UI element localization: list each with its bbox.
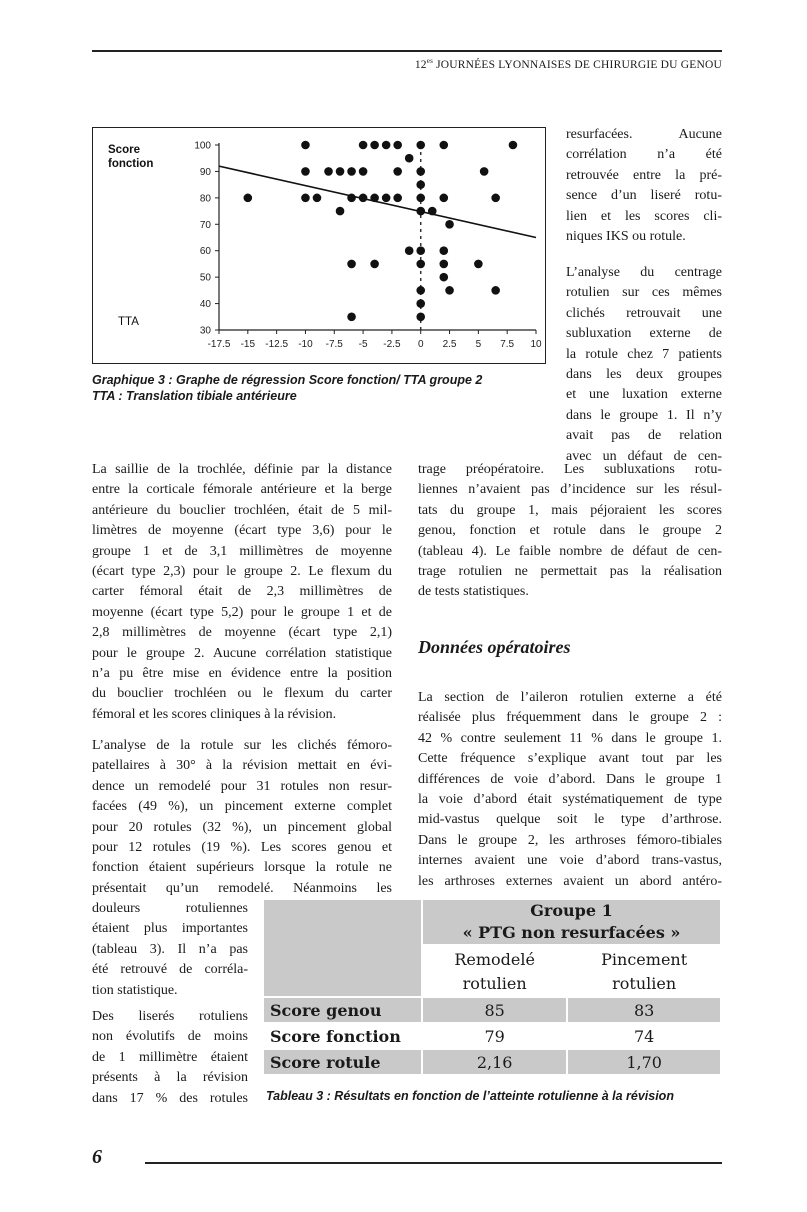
text-line: dence un remodelé pour 31 rotules non resur- — [92, 778, 392, 794]
text-line: (tableau 3). Il n’a pas — [92, 941, 248, 957]
chart-caption-line-1: Graphique 3 : Graphe de régression Score fonction/ TTA groupe 2 — [92, 373, 483, 387]
data-point — [416, 194, 425, 203]
text-line: avait pas de relation — [566, 428, 722, 444]
table-group-title-2: « PTG non resurfacées » — [462, 923, 681, 942]
running-header — [92, 57, 722, 71]
data-point — [301, 167, 310, 176]
text-line: trage préopératoire. Les subluxations rotu- — [418, 462, 722, 477]
text-line: La saillie de la trochlée, définie par la distance — [92, 462, 392, 477]
data-point — [347, 260, 356, 269]
text-line: 42 % contre seulement 11 % dans le groupe 1. — [418, 730, 722, 746]
right-col-intro — [566, 125, 722, 247]
text-line: facées (49 %), un pincement externe complet — [92, 799, 392, 815]
table-col1-line2: rotulien — [462, 974, 527, 993]
left-col-paragraph-2-narrow — [92, 899, 248, 1001]
x-tick-label: 2.5 — [442, 339, 457, 350]
footer-rule — [145, 1162, 722, 1164]
text-line: fonction étaient supérieurs lorsque la rotule ne — [92, 860, 392, 876]
x-tick-label: 10 — [530, 339, 542, 350]
data-point — [359, 167, 368, 176]
text-line: internes avaient une voie d’abord trans-vastus, — [418, 853, 722, 869]
text-line: n’a pu être mise en évidence entre la position — [92, 666, 392, 682]
text-line: pour le groupe 2. Aucune corrélation statistique — [92, 645, 392, 661]
text-line: tion statistique. — [92, 982, 178, 998]
table-col2-line2: rotulien — [612, 974, 677, 993]
y-tick-label: 70 — [199, 219, 211, 231]
text-line: Cette fréquence s’explique avant tout par les — [418, 751, 722, 767]
data-point — [474, 260, 483, 269]
text-line: genou, fonction et rotule dans le groupe 2 — [418, 523, 722, 539]
x-tick-label: -10 — [298, 339, 313, 350]
text-line: présentait qu’un remodelé. Néanmoins les — [92, 880, 392, 896]
page-number: 6 — [92, 1146, 102, 1168]
text-line: réalisée plus fréquemment dans le groupe 2 : — [418, 710, 722, 726]
left-col-paragraph-2 — [92, 736, 392, 899]
table-col-header-1 — [423, 946, 566, 996]
data-point — [416, 246, 425, 255]
text-line: 2,8 millimètres de moyenne (écart type 2,1) — [92, 625, 392, 641]
text-line: rotulien sur ces mêmes — [566, 285, 722, 301]
text-line: carter fémoral était de 2,3 millimètres de — [92, 584, 392, 600]
data-point — [416, 286, 425, 295]
y-axis-label: Score — [108, 144, 140, 156]
table-group-title-1: Groupe 1 — [530, 901, 613, 920]
text-line: de 1 millimètre étaient — [92, 1049, 248, 1065]
data-point — [382, 141, 391, 150]
text-line: moyenne (écart type 5,2) pour le groupe 1 et de — [92, 604, 392, 620]
data-point — [336, 207, 345, 216]
chart-caption — [92, 372, 552, 404]
data-point — [382, 194, 391, 203]
data-point — [416, 167, 425, 176]
chart-caption-line-2: TTA : Translation tibiale antérieure — [92, 389, 297, 403]
table-row — [264, 998, 720, 1022]
y-tick-label: 40 — [199, 299, 211, 311]
y-tick-label: 100 — [194, 140, 211, 152]
table-col2-line1: Pincement — [601, 950, 688, 969]
text-line: fémoral et les scores cliniques à la révision. — [92, 706, 337, 722]
data-point — [405, 246, 414, 255]
text-line: limètres de moyenne (écart type 3,6) pour le — [92, 523, 392, 539]
data-point — [439, 273, 448, 282]
text-line: entre la corticale fémorale antérieure et la berge — [92, 482, 392, 498]
x-tick-label: -12.5 — [265, 339, 289, 350]
table-group-header — [423, 900, 720, 944]
text-line: liennes n’avaient pas d’incidence sur les résul- — [418, 482, 722, 498]
text-line: et une luxation externe — [566, 387, 722, 403]
text-line: resurfacées. Aucune — [566, 127, 722, 142]
text-line: avec un défaut de cen- — [566, 448, 722, 464]
data-point — [393, 167, 402, 176]
text-line: patellaires à 30° à la révision mettait en évi- — [92, 758, 392, 774]
data-point — [439, 260, 448, 269]
data-point — [324, 167, 333, 176]
x-tick-label: 5 — [475, 339, 482, 350]
text-line: présents à la révision — [92, 1070, 248, 1086]
row-label-score-rotule: Score rotule — [264, 1050, 421, 1074]
cell-value: 2,16 — [423, 1050, 566, 1074]
y-tick-label: 80 — [199, 193, 211, 205]
x-tick-label: -15 — [240, 339, 256, 350]
y-axis-label: fonction — [108, 158, 154, 170]
data-point — [405, 154, 414, 163]
right-col-centrage — [566, 263, 722, 467]
regression-chart — [92, 127, 546, 364]
data-point — [359, 141, 368, 150]
data-point — [491, 194, 500, 203]
text-line: lien et les scores cli- — [566, 208, 722, 224]
text-line: groupe 1 et de 3,1 millimètres de moyenne — [92, 543, 392, 559]
table-col-header-2 — [568, 946, 720, 996]
text-line: (écart type 2,3) pour le groupe 2. Le flexum du — [92, 564, 392, 580]
text-line: étaient plus importantes — [92, 921, 248, 937]
cell-value: 1,70 — [568, 1050, 720, 1074]
data-point — [313, 194, 322, 203]
row-label-score-fonction: Score fonction — [270, 1026, 401, 1046]
text-line: tats du groupe 1, mais péjoraient les scores — [418, 502, 722, 518]
data-point — [416, 260, 425, 269]
text-line: pour 20 rotules (32 %), un pincement global — [92, 819, 392, 835]
table-3 — [262, 898, 722, 1076]
y-tick-label: 50 — [199, 272, 211, 284]
table-col1-line1: Remodelé — [454, 950, 535, 969]
text-line: retrouvée entre la pré- — [566, 167, 722, 183]
text-line: dans les deux groupes — [566, 367, 722, 383]
text-line: sence d’un liseré rotu- — [566, 188, 722, 204]
cell-value: 74 — [633, 1026, 655, 1046]
data-point — [416, 141, 425, 150]
text-line: du bouclier trochléen ou le flexum du carter — [92, 686, 392, 702]
table-row — [264, 1050, 720, 1074]
text-line: antérieure du bouclier trochléen, était de 5 mil- — [92, 502, 392, 518]
data-point — [428, 207, 437, 216]
data-point — [301, 141, 310, 150]
y-tick-label: 60 — [199, 246, 211, 258]
row-label-score-genou: Score genou — [264, 998, 421, 1022]
header-superscript: es — [426, 57, 433, 65]
text-line: mid-vastus quelque soit le type d’arthrose. — [418, 812, 722, 828]
x-tick-label: -2.5 — [383, 339, 401, 350]
data-point — [370, 141, 379, 150]
header-rule — [92, 50, 722, 52]
data-point — [439, 194, 448, 203]
x-tick-label: 7.5 — [500, 339, 515, 350]
y-tick-label: 90 — [199, 166, 211, 178]
data-point — [347, 167, 356, 176]
data-point — [416, 180, 425, 189]
right-col-paragraph-3 — [418, 688, 722, 892]
data-point — [480, 167, 489, 176]
data-point — [347, 194, 356, 203]
x-tick-label: -17.5 — [207, 339, 231, 350]
cell-value: 85 — [423, 998, 566, 1022]
text-line: Des liserés rotuliens — [92, 1009, 248, 1024]
text-line: été retrouvé de corréla- — [92, 962, 248, 978]
x-tick-label: 0 — [417, 339, 424, 350]
left-col-paragraph-3 — [92, 1007, 248, 1109]
text-line: L’analyse de la rotule sur les clichés fémoro- — [92, 738, 392, 753]
text-line: corrélation n’a été — [566, 147, 722, 163]
text-line: la voie d’abord était systématiquement de type — [418, 792, 722, 808]
table-row — [264, 1024, 720, 1048]
data-point — [393, 141, 402, 150]
data-point — [370, 194, 379, 203]
data-point — [445, 286, 454, 295]
right-col-paragraph-2 — [418, 460, 722, 603]
text-line: (tableau 4). Le faible nombre de défaut de cen- — [418, 543, 722, 559]
x-tick-label: -5 — [358, 339, 368, 350]
data-point — [491, 286, 500, 295]
data-point — [347, 312, 356, 321]
text-line: clichés retrouvait une — [566, 305, 722, 321]
data-point — [416, 299, 425, 308]
x-tick-label: -7.5 — [325, 339, 343, 350]
data-point — [416, 312, 425, 321]
text-line: niques IKS ou rotule. — [566, 229, 686, 245]
text-line: différences de voie d’abord. Dans le groupe 1 — [418, 771, 722, 787]
data-point — [393, 194, 402, 203]
text-line: La section de l’aileron rotulien externe a été — [418, 690, 722, 705]
text-line: Dans le groupe 2, les arthroses fémoro-tibiales — [418, 832, 722, 848]
table-corner — [264, 900, 421, 996]
text-line: la rotule chez 7 patients — [566, 346, 722, 362]
text-line: trage rotulien ne permettait pas la réalisation — [418, 564, 722, 580]
text-line: pour 12 rotules (19 %). Les scores genou et — [92, 840, 392, 856]
cell-value: 83 — [568, 998, 720, 1022]
y-tick-label: 30 — [199, 325, 211, 337]
data-point — [336, 167, 345, 176]
text-line: L’analyse du centrage — [566, 265, 722, 280]
section-heading: Données opératoires — [418, 637, 571, 657]
text-line: dans le groupe 1. Il n’y — [566, 407, 722, 423]
data-point — [509, 141, 518, 150]
text-line: douleurs rotuliennes — [92, 901, 248, 916]
left-col-paragraph-1 — [92, 460, 392, 725]
text-line: de tests statistiques. — [418, 584, 529, 600]
text-line: non évolutifs de moins — [92, 1029, 248, 1045]
text-line: les arthroses externes avaient un abord antéro- — [418, 873, 722, 889]
header-title: JOURNÉES LYONNAISES DE CHIRURGIE DU GENOU — [433, 58, 722, 71]
x-axis-label: TTA — [118, 316, 139, 328]
text-line: subluxation externe de — [566, 326, 722, 342]
text-line: dans 17 % des rotules — [92, 1090, 248, 1106]
cell-value: 79 — [484, 1026, 505, 1046]
regression-line — [219, 166, 536, 237]
data-point — [416, 207, 425, 216]
data-point — [244, 194, 253, 203]
data-point — [370, 260, 379, 269]
data-point — [359, 194, 368, 203]
header-number: 12 — [414, 58, 427, 71]
table-caption: Tableau 3 : Résultats en fonction de l’atteinte rotulienne à la révision — [266, 1089, 674, 1103]
data-point — [445, 220, 454, 229]
data-point — [439, 246, 448, 255]
data-point — [301, 194, 310, 203]
data-point — [439, 141, 448, 150]
